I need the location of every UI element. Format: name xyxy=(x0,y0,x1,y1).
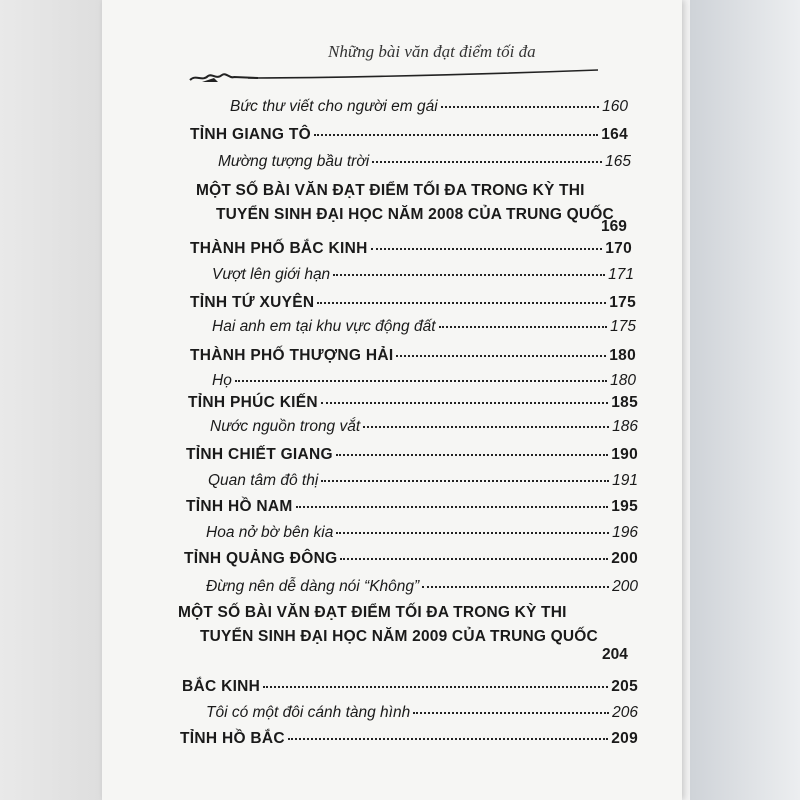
toc-entry[interactable] xyxy=(190,126,628,144)
toc-entry-page: 164 xyxy=(601,126,628,143)
toc-entry[interactable] xyxy=(186,446,638,464)
toc-entry-title: Hai anh em tại khu vực động đất xyxy=(212,318,436,335)
toc-entry[interactable] xyxy=(208,472,638,490)
leader-dots xyxy=(321,402,608,404)
toc-entry[interactable] xyxy=(210,418,638,436)
leader-dots xyxy=(336,532,609,534)
toc-entry-title: TỈNH QUẢNG ĐÔNG xyxy=(184,550,338,567)
toc-entry-page: 195 xyxy=(611,498,638,515)
leader-dots xyxy=(235,380,607,382)
toc-entry-page: 205 xyxy=(611,678,638,695)
toc-entry-page: 160 xyxy=(602,98,628,115)
toc-entry[interactable] xyxy=(182,678,638,696)
section-heading-line2: TUYỂN SINH ĐẠI HỌC NĂM 2009 CỦA TRUNG QUỐC xyxy=(200,628,598,645)
toc-entry[interactable] xyxy=(190,240,632,258)
toc-entry[interactable] xyxy=(212,318,636,336)
toc-entry-title: THÀNH PHỐ THƯỢNG HẢI xyxy=(190,347,394,364)
section-heading-line1: MỘT SỐ BÀI VĂN ĐẠT ĐIỂM TỐI ĐA TRONG KỲ THI xyxy=(196,182,585,199)
leader-dots xyxy=(288,738,608,740)
toc-entry-page: 200 xyxy=(611,550,638,567)
header-title: Những bài văn đạt điểm tối đa xyxy=(328,42,536,61)
leader-dots xyxy=(372,161,602,163)
section-heading-page: 169 xyxy=(601,218,627,235)
toc-entry-page: 175 xyxy=(610,318,636,335)
toc-entry-title: TỈNH PHÚC KIẾN xyxy=(188,394,318,411)
toc-entry-title: Đừng nên dễ dàng nói “Không” xyxy=(206,578,420,595)
leader-dots xyxy=(396,355,606,357)
section-heading-page: 204 xyxy=(602,646,628,663)
toc-entry-title: Quan tâm đô thị xyxy=(208,472,319,489)
toc-entry[interactable] xyxy=(206,704,638,722)
toc-entry[interactable] xyxy=(230,98,628,116)
toc-entry-page: 190 xyxy=(611,446,638,463)
toc-entry-page: 180 xyxy=(609,347,636,364)
leader-dots xyxy=(263,686,608,688)
toc-entry-title: TỈNH HỒ BẮC xyxy=(180,730,285,747)
toc-entry-page: 191 xyxy=(612,472,638,489)
leader-dots xyxy=(340,558,608,560)
leader-dots xyxy=(333,274,605,276)
toc-entry[interactable] xyxy=(186,498,638,516)
leader-dots xyxy=(317,302,606,304)
toc-entry-page: 209 xyxy=(611,730,638,747)
toc-entry-title: Nước nguồn trong vắt xyxy=(210,418,361,435)
toc-entry[interactable] xyxy=(212,372,636,390)
toc-entry-page: 206 xyxy=(612,704,638,721)
toc-entry[interactable] xyxy=(184,550,638,568)
toc-entry[interactable] xyxy=(180,730,638,748)
toc-entry-title: TỈNH TỨ XUYÊN xyxy=(190,294,315,311)
leader-dots xyxy=(314,134,598,136)
toc-entry[interactable] xyxy=(190,347,636,365)
toc-entry[interactable] xyxy=(188,394,638,412)
leader-dots xyxy=(296,506,609,508)
toc-entry-page: 180 xyxy=(610,372,636,389)
toc-entry-title: TỈNH GIANG TÔ xyxy=(190,126,312,143)
toc-entry[interactable] xyxy=(212,266,634,284)
toc-entry-page: 200 xyxy=(612,578,638,595)
toc-entry[interactable] xyxy=(206,578,638,596)
leader-dots xyxy=(441,106,599,108)
leader-dots xyxy=(413,712,609,714)
toc-entry-page: 175 xyxy=(609,294,636,311)
toc-entry-page: 170 xyxy=(605,240,632,257)
toc-entry-title: Mường tượng bầu trời xyxy=(218,153,370,170)
leader-dots xyxy=(321,480,609,482)
toc-entry-title: THÀNH PHỐ BẮC KINH xyxy=(190,240,368,257)
leader-dots xyxy=(439,326,608,328)
toc-entry-title: Bức thư viết cho người em gái xyxy=(230,98,438,115)
toc-entry-title: Vượt lên giới hạn xyxy=(212,266,331,283)
leader-dots xyxy=(336,454,608,456)
toc-entry-title: BẮC KINH xyxy=(182,678,261,695)
toc-entry-title: TỈNH CHIẾT GIANG xyxy=(186,446,333,463)
toc-entry[interactable] xyxy=(218,153,631,171)
toc-entry-page: 171 xyxy=(608,266,634,283)
toc-entry-page: 185 xyxy=(611,394,638,411)
toc-entry-page: 186 xyxy=(612,418,638,435)
leader-dots xyxy=(363,426,609,428)
toc-entry-title: Tôi có một đôi cánh tàng hình xyxy=(206,704,411,721)
toc-entry[interactable] xyxy=(190,294,636,312)
section-heading-line1: MỘT SỐ BÀI VĂN ĐẠT ĐIỂM TỐI ĐA TRONG KỲ THI xyxy=(178,604,567,621)
toc-entry-page: 196 xyxy=(612,524,638,541)
section-heading-line2: TUYỂN SINH ĐẠI HỌC NĂM 2008 CỦA TRUNG QUỐC xyxy=(216,206,614,223)
toc-entry-title: TỈNH HỒ NAM xyxy=(186,498,293,515)
toc-entry-title: Họ xyxy=(212,372,232,389)
toc-entry-page: 165 xyxy=(605,153,631,170)
toc-entry[interactable] xyxy=(206,524,638,542)
leader-dots xyxy=(422,586,609,588)
leader-dots xyxy=(371,248,603,250)
toc-entry-title: Hoa nở bờ bên kia xyxy=(206,524,334,541)
